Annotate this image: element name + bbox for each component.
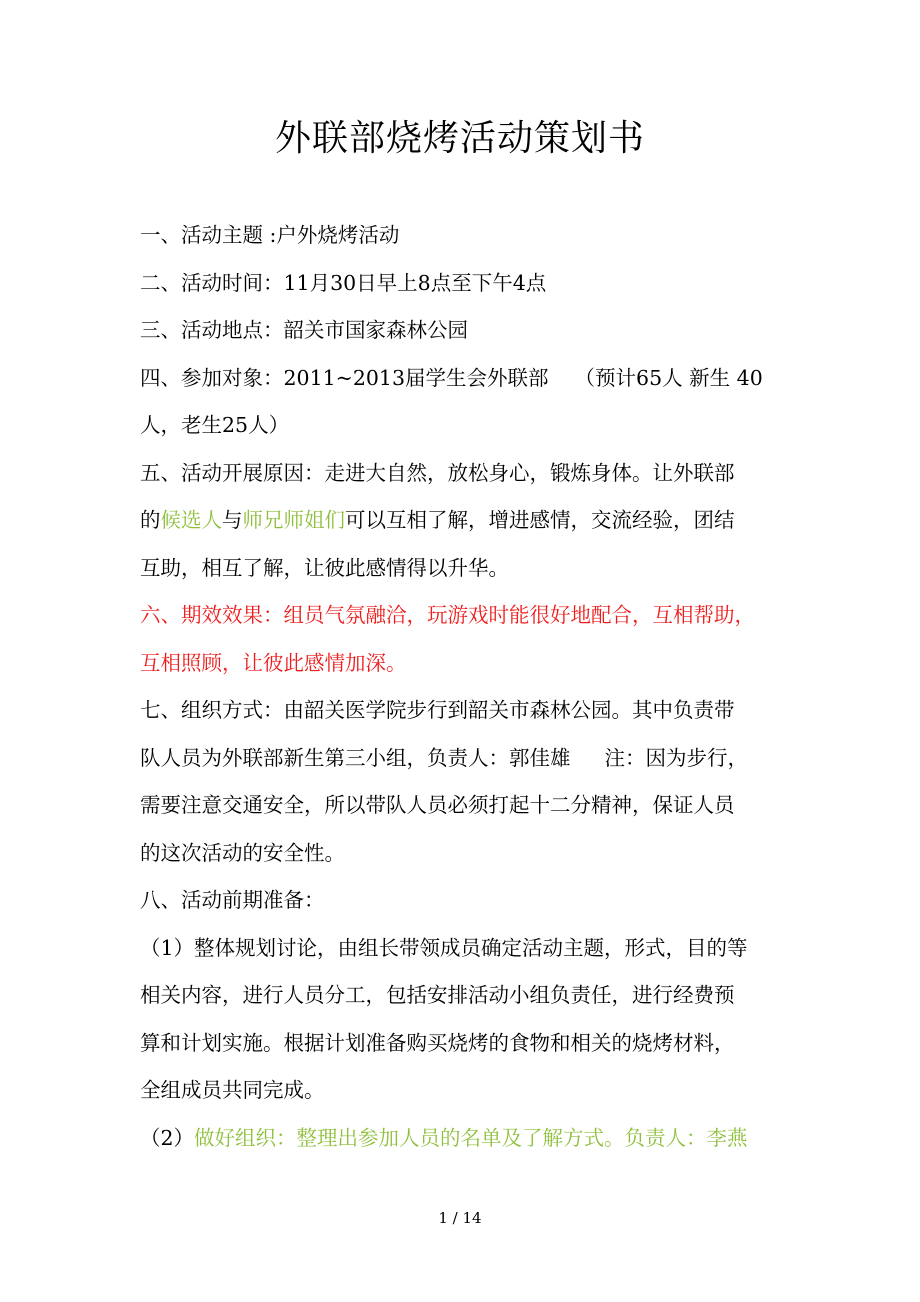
preparation-item-1: （1）整体规划讨论，由组长带领成员确定活动主题，形式，目的等 (140, 935, 748, 960)
document-title: 外联部烧烤活动策划书 (274, 118, 645, 159)
reason-text: 与 (222, 508, 243, 532)
page-number: 1 / 14 (438, 1209, 482, 1227)
organization-line-3: 需要注意交通安全，所以带队人员必须打起十二分精神，保证人员 (140, 793, 735, 817)
section-location: 三、活动地点：韶关市国家森林公园 (140, 318, 468, 342)
participants-text: 四、参加对象：2011~2013届学生会外联部 (140, 365, 549, 390)
item-2-number: （2） (140, 1125, 195, 1150)
section-theme: 一、活动主题 :户外烧烤活动 (140, 223, 400, 247)
section-preparation: 八、活动前期准备： (140, 888, 325, 912)
preparation-item-2 (140, 1115, 785, 1163)
organization-leader: 队人员为外联部新生第三小组，负责人：郭佳雄 (140, 745, 571, 770)
participants-continued: 人，老生25人） (140, 413, 290, 437)
organization-line-4: 的这次活动的安全性。 (140, 840, 345, 865)
preparation-item-1-line-3: 算和计划实施。根据计划准备购买烧烤的食物和相关的烧烤材料， (140, 1030, 735, 1055)
organization-line-2 (140, 735, 785, 783)
section-time: 二、活动时间：11月30日早上8点至下午4点 (140, 270, 547, 295)
participants-estimate: （预计65人 新生 40 (574, 365, 763, 390)
section-expected-effect: 六、期效效果：组员气氛融洽，玩游戏时能很好地配合，互相帮助， (140, 603, 755, 627)
reason-text: 的 (140, 508, 161, 532)
document-body (140, 212, 785, 1162)
section-organization: 七、组织方式：由韶关医学院步行到韶关市森林公园。其中负责带 (140, 698, 735, 722)
highlight-candidates: 候选人 (160, 508, 222, 532)
reason-line-2 (140, 497, 785, 545)
preparation-item-1-line-2: 相关内容，进行人员分工，包括安排活动小组负责任，进行经费预 (140, 983, 735, 1007)
highlight-seniors: 师兄师姐们 (242, 508, 345, 532)
section-reason: 五、活动开展原因：走进大自然，放松身心，锻炼身体。让外联部 (140, 460, 735, 485)
organization-note: 注：因为步行， (604, 745, 748, 770)
expected-effect-continued: 互相照顾，让彼此感情加深。 (140, 650, 407, 675)
preparation-item-1-line-4: 全组成员共同完成。 (140, 1078, 325, 1102)
reason-text: 可以互相了解，增进感情，交流经验，团结 (345, 508, 735, 532)
reason-line-3: 互助，相互了解，让彼此感情得以升华。 (140, 555, 509, 580)
section-participants (140, 355, 785, 403)
item-2-text: 做好组织：整理出参加人员的名单及了解方式。负责人：李燕 (194, 1125, 748, 1150)
